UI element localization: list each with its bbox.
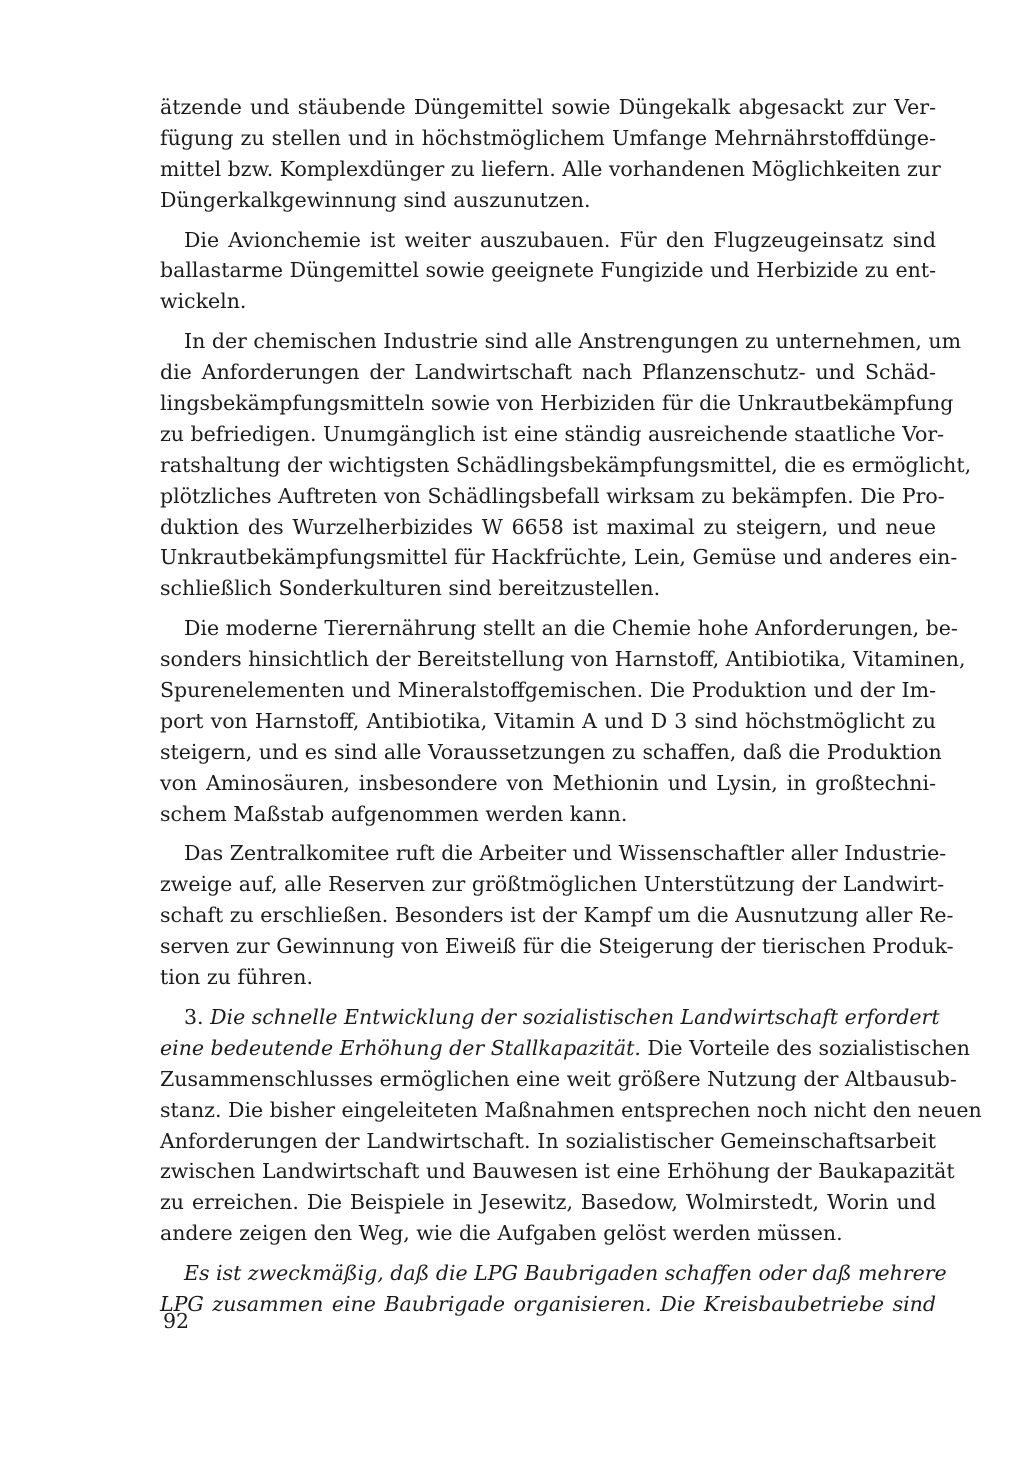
paragraph-3 xyxy=(160,326,972,604)
text-line: ätzende und stäubende Düngemittel sowie Düngekalk abgesackt zur Ver- xyxy=(160,95,936,119)
text-run: Die Kreisbaubetriebe sind xyxy=(651,1291,936,1316)
paragraph-1 xyxy=(160,92,941,216)
text-line: duktion des Wurzelherbizides W 6658 ist maximal zu steigern, und neue xyxy=(160,514,936,539)
text-run: Die Vorteile des sozialistischen xyxy=(640,1035,970,1060)
text-line: Spurenelementen und Mineralstoffgemischen. Die Produktion und der Im- xyxy=(160,678,936,703)
text-line: Anforderungen der Landwirtschaft. In sozialistischer Gemeinschaftsarbeit xyxy=(160,1128,936,1153)
text-line xyxy=(160,1002,940,1033)
text-line: stanz. Die bisher eingeleiteten Maßnahmen entsprechen noch nicht den neuen xyxy=(160,1097,982,1122)
text-line: Das Zentralkomitee ruft die Arbeiter und Wissenschaftler aller Industrie- xyxy=(184,841,947,866)
item-number: 3. xyxy=(184,1004,204,1029)
paragraph-7 xyxy=(160,1258,947,1320)
text-line: wickeln. xyxy=(160,289,247,314)
text-line: schem Maßstab aufgenommen werden kann. xyxy=(160,801,628,826)
paragraph-6 xyxy=(160,1002,982,1249)
text-line: Düngerkalkgewinnung sind auszunutzen. xyxy=(160,187,591,212)
text-line: Es ist zweckmäßig, daß die LPG Baubrigaden schaffen oder daß mehrere xyxy=(184,1261,947,1286)
text-line: zu befriedigen. Unumgänglich ist eine ständig ausreichende staatliche Vor- xyxy=(160,421,945,446)
text-line: sonders hinsichtlich der Bereitstellung von Harnstoff, Antibiotika, Vitaminen, xyxy=(160,647,966,672)
text-line: Die moderne Tierernährung stellt an die Chemie hohe Anforderungen, be- xyxy=(184,616,958,641)
page-number: 92 xyxy=(163,1309,190,1333)
text-line: plötzliches Auftreten von Schädlingsbefall wirksam zu bekämpfen. Die Pro- xyxy=(160,483,945,508)
text-line: Zusammenschlusses ermöglichen eine weit größere Nutzung der Altbausub- xyxy=(160,1066,957,1091)
paragraph-4 xyxy=(160,613,966,829)
text-line: schaft zu erschließen. Besonders ist der Kampf um die Ausnutzung aller Re- xyxy=(160,903,954,928)
text-line xyxy=(160,1033,970,1064)
text-line: ballastarme Düngemittel sowie geeignete Fungizide und Herbizide zu ent- xyxy=(160,258,936,283)
paragraph-2 xyxy=(160,225,936,318)
text-line: fügung zu stellen und in höchstmöglichem Umfange Mehrnährstoffdünge- xyxy=(160,125,936,150)
text-line: port von Harnstoff, Antibiotika, Vitamin A und D 3 sind höchstmöglicht zu xyxy=(160,708,936,733)
text-line: zu erreichen. Die Beispiele in Jesewitz, Basedow, Wolmirstedt, Worin und xyxy=(160,1190,936,1215)
text-line: tion zu führen. xyxy=(160,965,314,990)
text-line: zwischen Landwirtschaft und Bauwesen ist eine Erhöhung der Baukapazität xyxy=(160,1159,955,1184)
text-line: lingsbekämpfungsmitteln sowie von Herbiziden für die Unkrautbekämpfung xyxy=(160,391,954,416)
italic-heading: eine bedeutende Erhöhung der Stallkapazität. xyxy=(160,1035,641,1060)
text-line xyxy=(160,1289,936,1320)
page-body xyxy=(160,92,982,1320)
text-line: steigern, und es sind alle Voraussetzungen zu schaffen, daß die Produktion xyxy=(160,739,942,764)
text-line: von Aminosäuren, insbesondere von Methionin und Lysin, in großtechni- xyxy=(160,770,936,795)
text-line: andere zeigen den Weg, wie die Aufgaben gelöst werden müssen. xyxy=(160,1221,843,1246)
text-run: LPG zusammen eine Baubrigade organisieren. xyxy=(160,1291,652,1316)
text-line: zweige auf, alle Reserven zur größtmöglichen Unterstützung der Landwirt- xyxy=(160,872,945,897)
text-line: ratshaltung der wichtigsten Schädlingsbekämpfungsmittel, die es ermöglicht, xyxy=(160,452,972,477)
text-line: In der chemischen Industrie sind alle Anstrengungen zu unternehmen, um xyxy=(184,329,962,354)
text-line: mittel bzw. Komplexdünger zu liefern. Alle vorhandenen Möglichkeiten zur xyxy=(160,156,941,181)
text-line: die Anforderungen der Landwirtschaft nach Pflanzenschutz- und Schäd- xyxy=(160,360,936,385)
text-line: schließlich Sonderkulturen sind bereitzustellen. xyxy=(160,576,661,601)
paragraph-5 xyxy=(160,838,954,992)
text-line: Die Avionchemie ist weiter auszubauen. Für den Flugzeugeinsatz sind xyxy=(184,227,936,252)
italic-heading: Die schnelle Entwicklung der sozialistischen Landwirtschaft erfordert xyxy=(210,1004,940,1029)
text-line: serven zur Gewinnung von Eiweiß für die Steigerung der tierischen Produk- xyxy=(160,934,954,959)
text-line: Unkrautbekämpfungsmittel für Hackfrüchte, Lein, Gemüse und anderes ein- xyxy=(160,545,958,570)
